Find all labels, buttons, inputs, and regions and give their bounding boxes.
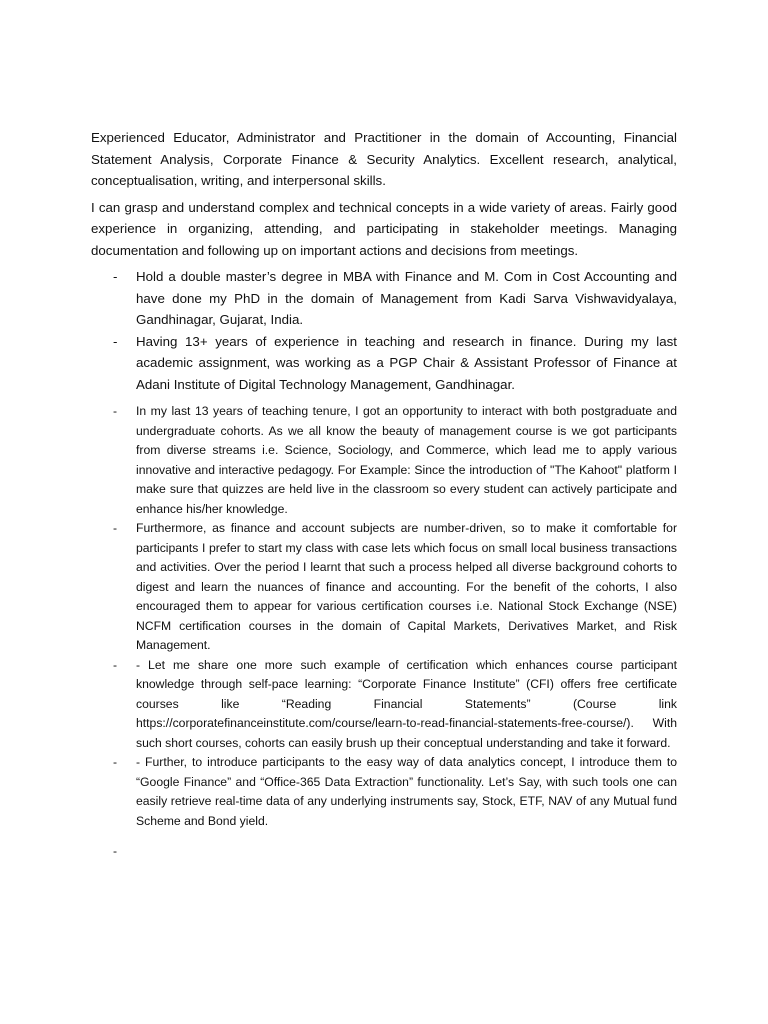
main-bullet-list xyxy=(91,266,677,395)
bullet-text: In my last 13 years of teaching tenure, I got an opportunity to interact with both postgraduate and undergraduate cohorts. As we all know the beauty of management course is we got participants from diverse streams i.e. Science, Sociology, and Commerce, which lead me to apply various innovative and interactive pedagogy. For Example: Since the introduction of "The Kahoot" platform I make sure that quizzes are held live in the classroom so every student can actively participate and enhance his/her knowledge. xyxy=(136,404,677,516)
list-item xyxy=(91,266,677,331)
document-page xyxy=(91,127,677,862)
bullet-text: Furthermore, as finance and account subjects are number-driven, so to make it comfortable for participants I prefer to start my class with case lets which focus on small local business transactions and activities. Over the period I learnt that such a process helped all diverse background cohorts to digest and learn the nuances of finance and accounting. For the benefit of the cohorts, I also encouraged them to appear for various certification courses i.e. National Stock Exchange (NSE) NCFM certification courses in the domain of Capital Markets, Derivatives Market, and Risk Management. xyxy=(136,521,677,652)
bullet-text: Having 13+ years of experience in teaching and research in finance. During my last academic assignment, was working as a PGP Chair & Assistant Professor of Finance at Adani Institute of Digital Technology Management, Gandhinagar. xyxy=(136,333,677,392)
bullet-text: - Further, to introduce participants to the easy way of data analytics concept, I introduce them to “Google Finance” and “Office-365 Data Extraction” functionality. Let’s Say, with such tools one can easily retrieve real-time data of any underlying instruments say, Stock, ETF, NAV of any Mutual fund Scheme and Bond yield. xyxy=(136,755,677,828)
bullet-dash: - xyxy=(113,657,118,672)
list-item-empty xyxy=(91,842,677,862)
bullet-dash: - xyxy=(113,844,118,858)
bullet-text-empty xyxy=(136,842,677,862)
intro-paragraph-2: I can grasp and understand complex and technical concepts in a wide variety of areas. Fairly good experience in organizing, attending, and participating in stakeholder meetings. Managing documentation and following up on important actions and decisions from meetings. xyxy=(91,199,677,258)
list-item xyxy=(91,331,677,396)
bullet-text: Hold a double master’s degree in MBA with Finance and M. Com in Cost Accounting and have done my PhD in the domain of Management from Kadi Sarva Vishwavidyalaya, Gandhinagar, Gujarat, India. xyxy=(136,269,677,327)
bullet-text: - Let me share one more such example of certification which enhances course participant knowledge through self-pace learning: “Corporate Finance Institute” (CFI) offers free certificate courses like “Reading Financial Statements” (Course link https://corporatefinanceinstitute.com/course/learn-to-read-financial-statements-free-course/). With such short courses, cohorts can easily brush up their conceptual understanding and take it forward. xyxy=(136,657,677,750)
list-item xyxy=(91,656,677,754)
empty-bullet-list xyxy=(91,842,677,862)
list-item xyxy=(91,753,677,831)
list-item xyxy=(91,519,677,656)
bullet-dash: - xyxy=(113,269,118,284)
detail-bullet-list xyxy=(91,402,677,831)
bullet-dash: - xyxy=(113,333,118,349)
intro-paragraph-1: Experienced Educator, Administrator and Practitioner in the domain of Accounting, Financial Statement Analysis, Corporate Finance & Security Analytics. Excellent research, analytical, conceptualisation, writing, and interpersonal skills. xyxy=(91,130,677,188)
list-item xyxy=(91,402,677,519)
bullet-dash: - xyxy=(113,404,118,418)
bullet-dash: - xyxy=(113,521,118,535)
bullet-dash: - xyxy=(113,755,118,769)
